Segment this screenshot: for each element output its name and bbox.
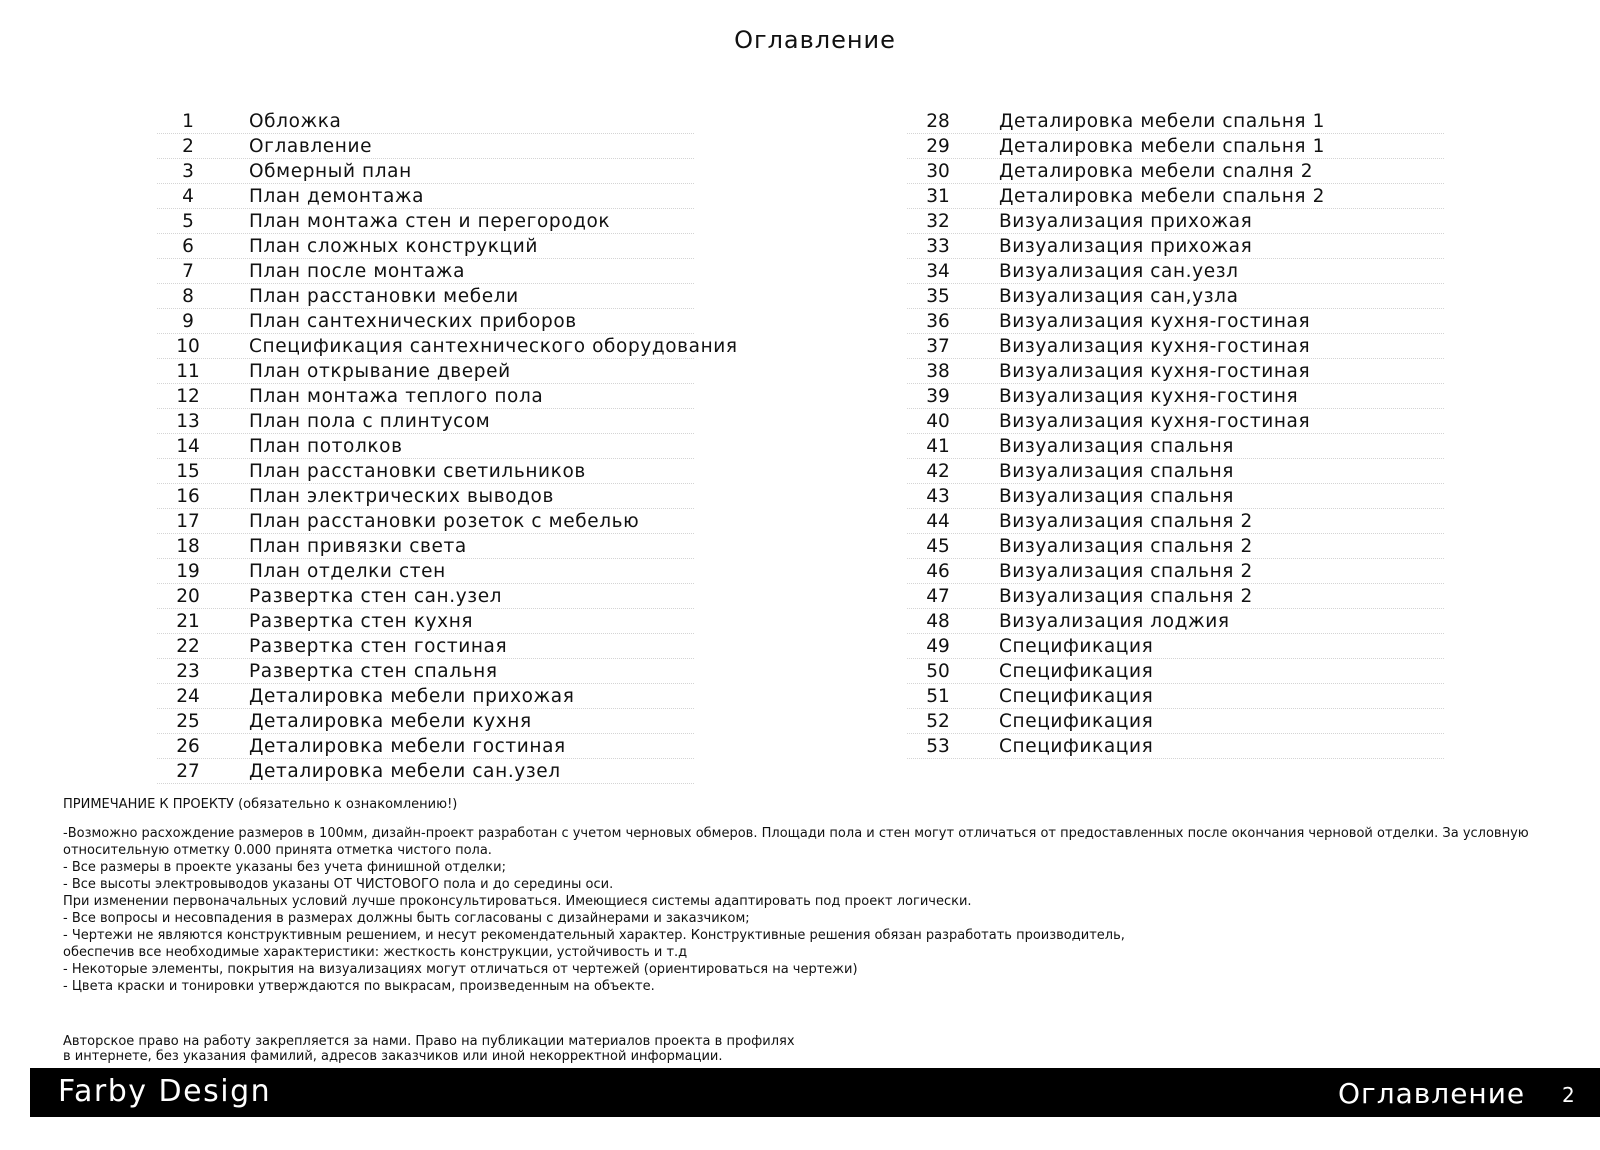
- toc-row: [907, 259, 1444, 284]
- toc-row: [157, 684, 694, 709]
- toc-row: [907, 109, 1444, 134]
- toc-sheet-title: Деталировка мебели спальня 2: [999, 185, 1326, 207]
- toc-row: [907, 584, 1444, 609]
- toc-row: [157, 109, 694, 134]
- toc-page-number: 26: [176, 735, 200, 757]
- toc-row: [157, 659, 694, 684]
- toc-right-column: [907, 109, 1444, 759]
- toc-row: [907, 534, 1444, 559]
- toc-sheet-title: План монтажа теплого пола: [249, 385, 544, 407]
- toc-sheet-title: Спецификация: [999, 685, 1154, 707]
- toc-sheet-title: План демонтажа: [249, 185, 425, 207]
- toc-page-number: 27: [176, 760, 200, 782]
- toc-row: [157, 184, 694, 209]
- toc-row: [157, 359, 694, 384]
- toc-sheet-title: Оглавление: [249, 135, 373, 157]
- toc-sheet-title: Визуализация кухня-гостиная: [999, 310, 1311, 332]
- note-line: - Чертежи не являются конструктивным решением, и несут рекомендательный характер. Конструктивные решения обязан разработать производитель,: [63, 928, 1125, 943]
- toc-page-number: 14: [176, 435, 200, 457]
- toc-page-number: 22: [176, 635, 200, 657]
- toc-sheet-title: Визуализация спальня 2: [999, 560, 1253, 582]
- toc-page-number: 12: [176, 385, 200, 407]
- toc-sheet-title: Визуализация спальня 2: [999, 585, 1253, 607]
- toc-sheet-title: Визуализация спальня: [999, 460, 1235, 482]
- toc-page-number: 42: [926, 460, 950, 482]
- toc-sheet-title: План привязки света: [249, 535, 467, 557]
- toc-row: [157, 259, 694, 284]
- toc-sheet-title: План расстановки светильников: [249, 460, 586, 482]
- toc-sheet-title: Визуализация сан,узла: [999, 285, 1239, 307]
- toc-row: [157, 584, 694, 609]
- toc-row: [157, 284, 694, 309]
- toc-row: [907, 134, 1444, 159]
- toc-page-number: 9: [182, 310, 194, 332]
- toc-row: [157, 559, 694, 584]
- toc-page-number: 30: [926, 160, 950, 182]
- toc-page-number: 20: [176, 585, 200, 607]
- toc-row: [157, 509, 694, 534]
- toc-row: [907, 409, 1444, 434]
- toc-row: [157, 434, 694, 459]
- footer-brand: Farby Design: [58, 1074, 272, 1109]
- toc-sheet-title: Визуализация кухня-гостиная: [999, 410, 1311, 432]
- toc-row: [907, 184, 1444, 209]
- note-line: относительную отметку 0.000 принята отметка чистого пола.: [63, 843, 492, 858]
- toc-sheet-title: План монтажа стен и перегородок: [249, 210, 611, 232]
- toc-sheet-title: Деталировка мебели гостиная: [249, 735, 566, 757]
- toc-row: [157, 534, 694, 559]
- toc-row: [157, 384, 694, 409]
- toc-row: [907, 284, 1444, 309]
- toc-sheet-title: Визуализация кухня-гостиная: [999, 360, 1311, 382]
- toc-sheet-title: Визуализация спальня 2: [999, 535, 1253, 557]
- toc-row: [157, 334, 738, 359]
- toc-page-number: 34: [926, 260, 950, 282]
- toc-row: [907, 309, 1444, 334]
- toc-page-number: 25: [176, 710, 200, 732]
- toc-row: [907, 484, 1444, 509]
- toc-sheet-title: План расстановки мебели: [249, 285, 519, 307]
- toc-row: [907, 159, 1444, 184]
- toc-row: [907, 609, 1444, 634]
- footer-section-title: Оглавление: [1338, 1077, 1526, 1110]
- toc-page-number: 35: [926, 285, 950, 307]
- toc-sheet-title: Деталировка мебели спальня 1: [999, 135, 1326, 157]
- toc-page-number: 4: [182, 185, 194, 207]
- toc-sheet-title: Визуализация кухня-гостиная: [999, 335, 1311, 357]
- toc-row: [907, 634, 1444, 659]
- toc-row: [907, 659, 1444, 684]
- copyright-notice: [63, 1034, 795, 1064]
- page-title: Оглавление: [734, 26, 896, 54]
- toc-sheet-title: План открывание дверей: [249, 360, 511, 382]
- toc-row: [907, 209, 1444, 234]
- toc-sheet-title: Обмерный план: [249, 160, 412, 182]
- toc-page-number: 28: [926, 110, 950, 132]
- toc-row: [907, 684, 1444, 709]
- toc-row: [157, 134, 694, 159]
- toc-page-number: 2: [182, 135, 194, 157]
- toc-page-number: 40: [926, 410, 950, 432]
- toc-sheet-title: План после монтажа: [249, 260, 466, 282]
- note-line: - Цвета краски и тонировки утверждаются по выкрасам, произведенным на объекте.: [63, 979, 655, 994]
- toc-sheet-title: Визуализация сан.уезл: [999, 260, 1239, 282]
- copyright-line: Авторское право на работу закрепляется за нами. Право на публикации материалов проекта в профилях: [63, 1034, 795, 1049]
- toc-sheet-title: Спецификация: [999, 710, 1154, 732]
- toc-page-number: 3: [182, 160, 194, 182]
- toc-sheet-title: Визуализация прихожая: [999, 210, 1253, 232]
- toc-page-number: 41: [926, 435, 950, 457]
- toc-page-number: 49: [926, 635, 950, 657]
- toc-page-number: 32: [926, 210, 950, 232]
- toc-sheet-title: Спецификация сантехнического оборудования: [249, 335, 738, 357]
- toc-page-number: 18: [176, 535, 200, 557]
- toc-sheet-title: Визуализация лоджия: [999, 610, 1230, 632]
- toc-sheet-title: План пола с плинтусом: [249, 410, 491, 432]
- toc-sheet-title: План потолков: [249, 435, 403, 457]
- toc-sheet-title: Спецификация: [999, 635, 1154, 657]
- toc-page-number: 45: [926, 535, 950, 557]
- toc-page-number: 11: [176, 360, 200, 382]
- toc-row: [157, 309, 694, 334]
- note-line: При изменении первоначальных условий лучше проконсультироваться. Имеющиеся системы адаптировать под проект логически.: [63, 894, 972, 909]
- toc-row: [157, 409, 694, 434]
- toc-page-number: 21: [176, 610, 200, 632]
- toc-sheet-title: План расстановки розеток с мебелью: [249, 510, 640, 532]
- footer-bar: [30, 1068, 1600, 1117]
- toc-page-number: 16: [176, 485, 200, 507]
- toc-row: [907, 734, 1444, 759]
- toc-page-number: 13: [176, 410, 200, 432]
- toc-sheet-title: Развертка стен гостиная: [249, 635, 508, 657]
- toc-page-number: 52: [926, 710, 950, 732]
- note-line: - Все вопросы и несовпадения в размерах должны быть согласованы с дизайнерами и заказчиком;: [63, 911, 750, 926]
- toc-sheet-title: Развертка стен спальня: [249, 660, 498, 682]
- toc-page-number: 10: [176, 335, 200, 357]
- toc-page-number: 37: [926, 335, 950, 357]
- toc-page-number: 51: [926, 685, 950, 707]
- toc-page-number: 36: [926, 310, 950, 332]
- toc-row: [157, 609, 694, 634]
- toc-page-number: 33: [926, 235, 950, 257]
- note-line: - Все размеры в проекте указаны без учета финишной отделки;: [63, 860, 506, 875]
- note-line: - Некоторые элементы, покрытия на визуализациях могут отличаться от чертежей (ориентироваться на чертежи): [63, 962, 858, 977]
- toc-page-number: 24: [176, 685, 200, 707]
- toc-page-number: 44: [926, 510, 950, 532]
- toc-sheet-title: Визуализация спальня: [999, 485, 1235, 507]
- toc-page-number: 6: [182, 235, 194, 257]
- toc-sheet-title: Визуализация спальня: [999, 435, 1235, 457]
- toc-page-number: 39: [926, 385, 950, 407]
- toc-sheet-title: Обложка: [249, 110, 342, 132]
- toc-sheet-title: Спецификация: [999, 660, 1154, 682]
- toc-row: [907, 559, 1444, 584]
- toc-sheet-title: План сантехнических приборов: [249, 310, 577, 332]
- toc-page-number: 5: [182, 210, 194, 232]
- toc-page-number: 53: [926, 735, 950, 757]
- toc-sheet-title: План сложных конструкций: [249, 235, 539, 257]
- toc-page-number: 47: [926, 585, 950, 607]
- toc-row: [157, 234, 694, 259]
- toc-row: [907, 234, 1444, 259]
- toc-row: [157, 209, 694, 234]
- notes-heading: ПРИМЕЧАНИЕ К ПРОЕКТУ (обязательно к ознакомлению!): [63, 797, 458, 812]
- toc-row: [907, 709, 1444, 734]
- toc-row: [157, 734, 694, 759]
- toc-row: [907, 459, 1444, 484]
- toc-page-number: 48: [926, 610, 950, 632]
- toc-sheet-title: План отделки стен: [249, 560, 446, 582]
- toc-page-number: 1: [182, 110, 194, 132]
- toc-page-number: 15: [176, 460, 200, 482]
- toc-sheet-title: Визуализация кухня-гостиня: [999, 385, 1299, 407]
- toc-row: [157, 484, 694, 509]
- toc-row: [907, 359, 1444, 384]
- toc-page-number: 23: [176, 660, 200, 682]
- toc-row: [907, 334, 1444, 359]
- toc-left-column: [157, 109, 738, 784]
- toc-page-number: 46: [926, 560, 950, 582]
- footer-page-number: 2: [1562, 1083, 1575, 1107]
- toc-sheet-title: Деталировка мебели кухня: [249, 710, 532, 732]
- note-line: - Все высоты электровыводов указаны ОТ ЧИСТОВОГО пола и до середины оси.: [63, 877, 614, 892]
- note-line: -Возможно расхождение размеров в 100мм, дизайн-проект разработан с учетом черновых обмеров. Площади пола и стен могут отличаться от предоставленных после окончания черновой отделки. За условную: [63, 826, 1529, 841]
- toc-row: [907, 384, 1444, 409]
- project-notes: [63, 796, 1599, 995]
- toc-page-number: 8: [182, 285, 194, 307]
- toc-row: [907, 509, 1444, 534]
- toc-sheet-title: Визуализация спальня 2: [999, 510, 1253, 532]
- toc-page-number: 43: [926, 485, 950, 507]
- toc-row: [157, 459, 694, 484]
- toc-page-number: 19: [176, 560, 200, 582]
- toc-sheet-title: Деталировка мебели сан.узел: [249, 760, 561, 782]
- toc-sheet-title: Спецификация: [999, 735, 1154, 757]
- toc-sheet-title: Деталировка мебели спальня 1: [999, 110, 1326, 132]
- toc-row: [157, 759, 694, 784]
- note-line: обеспечив все необходимые характеристики: жесткость конструкции, устойчивость и т.д: [63, 945, 688, 960]
- toc-sheet-title: Деталировка мебели прихожая: [249, 685, 575, 707]
- toc-row: [157, 634, 694, 659]
- toc-sheet-title: Развертка стен сан.узел: [249, 585, 503, 607]
- toc-page-number: 50: [926, 660, 950, 682]
- toc-sheet-title: Деталировка мебели сnалня 2: [999, 160, 1314, 182]
- toc-row: [907, 434, 1444, 459]
- toc-page-number: 17: [176, 510, 200, 532]
- toc-page-number: 31: [926, 185, 950, 207]
- toc-page-number: 29: [926, 135, 950, 157]
- toc-page-number: 7: [182, 260, 194, 282]
- toc-row: [157, 709, 694, 734]
- toc-page-number: 38: [926, 360, 950, 382]
- toc-row: [157, 159, 694, 184]
- toc-sheet-title: Визуализация прихожая: [999, 235, 1253, 257]
- copyright-line: в интернете, без указания фамилий, адресов заказчиков или иной некорректной информации.: [63, 1049, 723, 1064]
- toc-sheet-title: Развертка стен кухня: [249, 610, 474, 632]
- toc-sheet-title: План электрических выводов: [249, 485, 554, 507]
